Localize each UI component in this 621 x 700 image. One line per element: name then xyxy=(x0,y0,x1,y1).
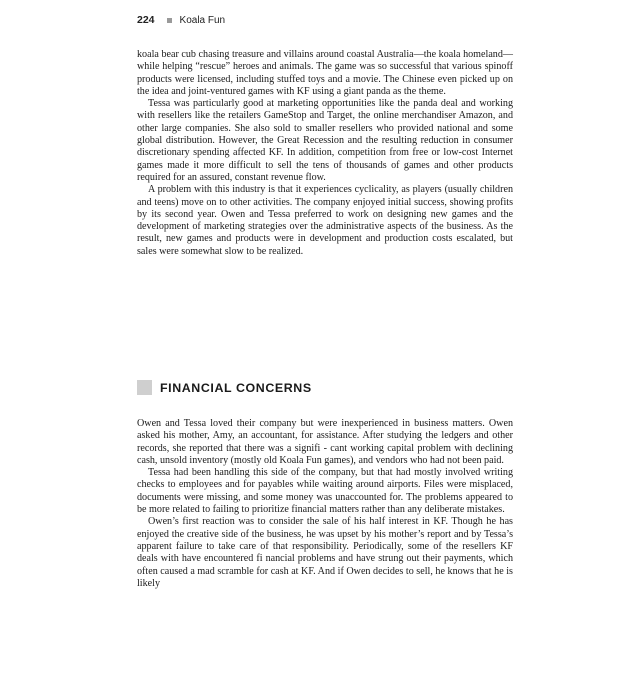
page-number: 224 xyxy=(137,14,155,26)
paragraph: Tessa had been handling this side of the company, but that had mostly involved writing checks to employees and for payables while waiting around airports. Files were misplaced, documents were missing, and some money was unaccounted for. The problems appeared to be more related to failing to prioritize financial matters rather than any deliberate mistakes. xyxy=(137,467,513,516)
running-title: Koala Fun xyxy=(179,14,226,26)
paragraph: Owen’s first reaction was to consider the sale of his half interest in KF. Though he has enjoyed the creative side of the business, he was upset by his mother’s report and by Tessa’s apparent failure to take care of that responsibility. Periodically, some of the resellers KF deals with have encountered fi nancial problems and have strung out their payments, which often caused a mad scramble for cash at KF. And if Owen decides to sell, he knows that he is likely xyxy=(137,516,513,589)
paragraph: Tessa was particularly good at marketing opportunities like the panda deal and working with resellers like the retailers GameStop and Target, the online merchandiser Amazon, and other large companies. She also sold to smaller resellers who provided national and some global distribution. However, the Great Recession and the resulting reduction in consumer discretionary spending affected KF. In addition, competition from free or low-cost Internet games made it more difficult to sell the tens of thousands of games and other products required for an assured, constant revenue flow. xyxy=(137,98,513,183)
paragraph: koala bear cub chasing treasure and villains around coastal Australia—the koala homeland—while helping “rescue” heroes and animals. The game was so successful that various spinoff products were licensed, including stuffed toys and a movie. The Chinese even picked up on the idea and joint-ventured games with KF using a giant panda as the theme. xyxy=(137,49,513,97)
body-text-top xyxy=(137,49,513,258)
paragraph: Owen and Tessa loved their company but were inexperienced in business matters. Owen asked his mother, Amy, an accountant, for assistance. After studying the ledgers and other records, she reported that there was a signifi - cant working capital problem with declining cash, unsold inventory (mostly old Koala Fun games), and vendors who had not been paid. xyxy=(137,418,513,466)
paragraph: A problem with this industry is that it experiences cyclicality, as players (usually children and teens) move on to other activities. The company enjoyed initial success, showing profits by its second year. Owen and Tessa preferred to work on designing new games and the development of marketing strategies over the administrative aspects of the business. As the result, new games and products were in development and production costs escalated, but sales were somewhat slow to be realized. xyxy=(137,184,513,257)
header-square-marker xyxy=(167,18,172,23)
heading-square-marker xyxy=(137,380,152,395)
body-text-bottom xyxy=(137,418,513,590)
section-title: FINANCIAL CONCERNS xyxy=(160,380,312,395)
section-heading xyxy=(137,380,312,395)
running-header xyxy=(137,14,225,26)
